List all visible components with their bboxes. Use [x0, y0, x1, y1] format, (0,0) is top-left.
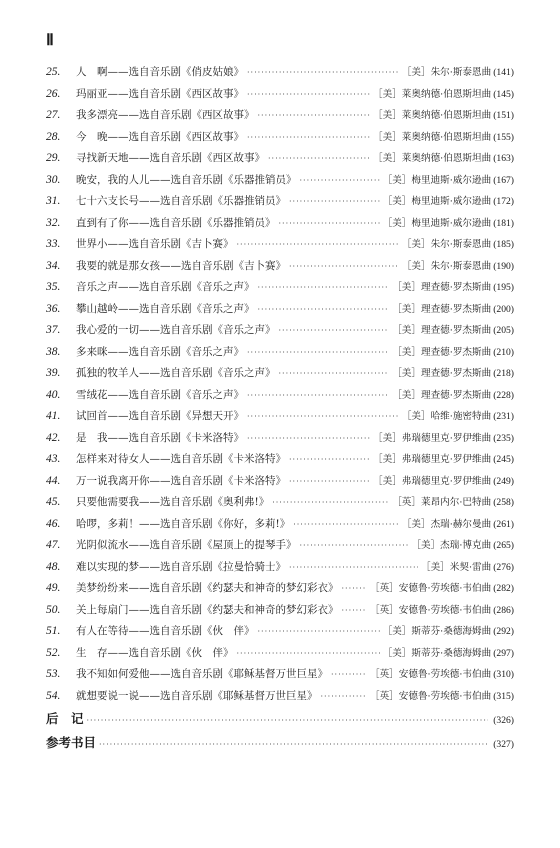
entry-page: (261) [493, 518, 514, 530]
dot-leader [87, 709, 489, 733]
dot-leader [258, 299, 390, 321]
entry-number: 49. [46, 582, 61, 594]
entry-composer: ［美］莱奥纳德·伯恩斯坦曲 [373, 110, 492, 121]
entry-number: 43. [46, 453, 61, 465]
entry-number: 45. [46, 496, 61, 508]
dot-leader [289, 191, 380, 213]
toc-section [46, 707, 514, 731]
entry-composer: ［美］莱奥纳德·伯恩斯坦曲 [373, 153, 492, 164]
entry-composer: ［美］米契·雷曲 [421, 561, 492, 573]
entry-number: 42. [46, 431, 61, 444]
entry-number: 48. [46, 560, 61, 573]
entry-number: 44. [46, 474, 61, 487]
entry-page: (200) [493, 303, 514, 315]
entry-page: (163) [493, 153, 514, 164]
entry-title: 生 存——选自音乐剧《伙 伴》 [76, 646, 234, 659]
entry-page: (155) [493, 131, 514, 143]
toc-entry [46, 406, 514, 428]
entry-title: 世界小——选自音乐剧《吉卜赛》 [76, 238, 234, 250]
entry-number: 33. [46, 238, 61, 250]
dot-leader [247, 385, 389, 407]
dot-leader [342, 578, 367, 600]
entry-composer: ［美］杰瑞·博克曲 [411, 540, 492, 551]
toc-entry [46, 664, 514, 686]
toc-sections [46, 707, 514, 755]
dot-leader [247, 127, 370, 149]
entry-number: 50. [46, 603, 61, 616]
entry-title: 多来咪——选自音乐剧《音乐之声》 [76, 345, 244, 358]
entry-composer: ［美］理查德·罗杰斯曲 [392, 368, 492, 379]
toc-entry [46, 449, 514, 471]
toc-entry [46, 471, 514, 493]
entry-number: 47. [46, 539, 61, 551]
toc-entry [46, 686, 514, 708]
toc-entry [46, 600, 514, 622]
dot-leader [258, 621, 380, 643]
entry-page: (245) [493, 454, 514, 465]
section-title: 参考书目 [46, 735, 97, 750]
entry-title: 试回首——选自音乐剧《异想天开》 [76, 410, 244, 422]
page-marker: Ⅱ [46, 32, 54, 49]
entry-number: 34. [46, 259, 61, 272]
toc-entry [46, 320, 514, 342]
entry-title: 万一说我离开你——选自音乐剧《卡米洛特》 [76, 474, 286, 487]
entry-title: 晚安，我的人儿——选自音乐剧《乐器推销员》 [76, 173, 297, 186]
entry-composer: ［美］弗瑞德里克·罗伊维曲 [373, 454, 492, 465]
entry-page: (190) [493, 260, 514, 272]
entry-title: 我要的就是那女孩——选自音乐剧《吉卜赛》 [76, 259, 286, 272]
entry-composer: ［美］理查德·罗杰斯曲 [392, 346, 492, 358]
toc-entry [46, 213, 514, 235]
entry-page: (218) [493, 368, 514, 379]
dot-leader [247, 62, 399, 84]
entry-composer: ［美］朱尔·斯泰恩曲 [401, 67, 492, 78]
entry-composer: ［美］弗瑞德里克·罗伊维曲 [373, 432, 492, 444]
dot-leader [331, 664, 367, 686]
entry-title: 直到有了你——选自音乐剧《乐器推销员》 [76, 216, 276, 229]
dot-leader [247, 428, 370, 450]
dot-leader [321, 686, 367, 708]
entry-number: 28. [46, 130, 61, 143]
entry-composer: ［美］斯蒂芬·桑德海姆曲 [382, 626, 492, 637]
entry-title: 我心爱的一切——选自音乐剧《音乐之声》 [76, 324, 276, 336]
entry-title: 美梦纷纷来——选自音乐剧《约瑟夫和神奇的梦幻彩衣》 [76, 582, 339, 594]
entry-page: (185) [493, 239, 514, 250]
toc-entry [46, 428, 514, 450]
entry-number: 31. [46, 195, 61, 207]
entry-composer: ［美］朱尔·斯泰恩曲 [401, 239, 492, 250]
entry-composer: ［英］安德鲁·劳埃德·韦伯曲 [369, 669, 492, 680]
entry-number: 36. [46, 302, 61, 315]
section-page: (327) [493, 739, 514, 750]
entry-number: 39. [46, 367, 61, 379]
toc-entry [46, 62, 514, 84]
dot-leader [289, 557, 418, 579]
dot-leader [247, 342, 389, 364]
dot-leader [258, 105, 371, 127]
entry-number: 37. [46, 324, 61, 336]
entry-number: 51. [46, 625, 61, 637]
entry-composer: ［美］梅里迪斯·威尔逊曲 [382, 174, 492, 186]
entry-composer: ［美］理查德·罗杰斯曲 [392, 282, 492, 293]
entry-title: 我多漂亮——选自音乐剧《西区故事》 [76, 109, 255, 121]
entry-title: 是 我——选自音乐剧《卡米洛特》 [76, 431, 244, 444]
toc-entries [46, 62, 514, 707]
entry-composer: ［美］理查德·罗杰斯曲 [392, 325, 492, 336]
dot-leader [300, 535, 409, 557]
toc-entry [46, 557, 514, 579]
toc-entry [46, 105, 514, 127]
toc-entry [46, 621, 514, 643]
toc-entry [46, 191, 514, 213]
toc-entry [46, 535, 514, 557]
entry-page: (195) [493, 282, 514, 293]
entry-title: 寻找新天地——选自音乐剧《西区故事》 [76, 152, 265, 164]
entry-composer: ［美］理查德·罗杰斯曲 [392, 303, 492, 315]
entry-composer: ［美］理查德·罗杰斯曲 [392, 389, 492, 401]
entry-number: 30. [46, 173, 61, 186]
entry-page: (145) [493, 88, 514, 100]
entry-page: (282) [493, 583, 514, 594]
entry-composer: ［美］杰瑞·赫尔曼曲 [401, 518, 492, 530]
entry-title: 攀山越岭——选自音乐剧《音乐之声》 [76, 302, 255, 315]
toc-entry [46, 234, 514, 256]
entry-page: (205) [493, 325, 514, 336]
dot-leader [258, 277, 390, 299]
entry-title: 我不知如何爱他——选自音乐剧《耶稣基督万世巨星》 [76, 668, 328, 680]
entry-page: (292) [493, 626, 514, 637]
entry-page: (265) [493, 540, 514, 551]
entry-page: (231) [493, 411, 514, 422]
dot-leader [289, 256, 399, 278]
dot-leader [289, 471, 370, 493]
toc-entry [46, 643, 514, 665]
entry-title: 七十六支长号——选自音乐剧《乐器推销员》 [76, 195, 286, 207]
toc-entry [46, 170, 514, 192]
entry-number: 25. [46, 66, 61, 78]
dot-leader [289, 449, 370, 471]
dot-leader [99, 733, 488, 757]
entry-number: 53. [46, 668, 61, 680]
entry-number: 27. [46, 109, 61, 121]
toc-entry [46, 492, 514, 514]
dot-leader [293, 514, 399, 536]
entry-composer: ［美］梅里迪斯·威尔逊曲 [382, 196, 492, 207]
entry-title: 玛丽亚——选自音乐剧《西区故事》 [76, 87, 244, 100]
entry-title: 难以实现的梦——选自音乐剧《拉曼恰骑士》 [76, 560, 286, 573]
toc-entry [46, 84, 514, 106]
entry-number: 29. [46, 152, 61, 164]
entry-composer: ［美］莱奥纳德·伯恩斯坦曲 [373, 88, 492, 100]
entry-page: (141) [493, 67, 514, 78]
entry-page: (210) [493, 346, 514, 358]
section-page: (326) [493, 715, 514, 726]
dot-leader [247, 84, 370, 106]
entry-number: 41. [46, 410, 61, 422]
entry-title: 只要他需要我——选自音乐剧《奥利弗!》 [76, 496, 270, 508]
dot-leader [268, 148, 370, 170]
entry-page: (276) [493, 561, 514, 573]
entry-page: (172) [493, 196, 514, 207]
entry-composer: ［美］哈维·施密特曲 [401, 411, 492, 422]
dot-leader [279, 363, 390, 385]
entry-title: 今 晚——选自音乐剧《西区故事》 [76, 130, 244, 143]
toc-entry [46, 514, 514, 536]
entry-title: 雪绒花——选自音乐剧《音乐之声》 [76, 388, 244, 401]
toc-entry [46, 148, 514, 170]
entry-number: 46. [46, 517, 61, 530]
entry-composer: ［美］莱奥纳德·伯恩斯坦曲 [373, 131, 492, 143]
entry-composer: ［英］安德鲁·劳埃德·韦伯曲 [369, 604, 492, 616]
toc-entry [46, 299, 514, 321]
entry-title: 人 啊——选自音乐剧《俏皮姑娘》 [76, 66, 244, 78]
entry-title: 光阴似流水——选自音乐剧《屋顶上的提琴手》 [76, 539, 297, 551]
entry-title: 哈啰，多莉！——选自音乐剧《你好，多莉!》 [76, 517, 291, 530]
toc-entry [46, 578, 514, 600]
entry-composer: ［美］斯蒂芬·桑德海姆曲 [382, 647, 492, 659]
entry-number: 38. [46, 345, 61, 358]
entry-page: (258) [493, 497, 514, 508]
entry-composer: ［英］安德鲁·劳埃德·韦伯曲 [369, 690, 492, 702]
entry-composer: ［英］莱昂内尔·巴特曲 [392, 497, 492, 508]
dot-leader [272, 492, 389, 514]
entry-title: 怎样来对待女人——选自音乐剧《卡米洛特》 [76, 453, 286, 465]
toc-entry [46, 363, 514, 385]
entry-title: 音乐之声——选自音乐剧《音乐之声》 [76, 281, 255, 293]
entry-title: 孤独的牧羊人——选自音乐剧《音乐之声》 [76, 367, 276, 379]
entry-page: (249) [493, 475, 514, 487]
entry-title: 就想要说一说——选自音乐剧《耶稣基督万世巨星》 [76, 689, 318, 702]
entry-page: (167) [493, 174, 514, 186]
entry-number: 54. [46, 689, 61, 702]
entry-title: 关上每扇门——选自音乐剧《约瑟夫和神奇的梦幻彩衣》 [76, 603, 339, 616]
section-title: 后 记 [46, 711, 84, 726]
entry-composer: ［美］朱尔·斯泰恩曲 [401, 260, 492, 272]
entry-page: (310) [493, 669, 514, 680]
dot-leader [247, 406, 399, 428]
entry-composer: ［美］弗瑞德里克·罗伊维曲 [373, 475, 492, 487]
entry-composer: ［美］梅里迪斯·威尔逊曲 [382, 217, 492, 229]
entry-number: 52. [46, 646, 61, 659]
entry-page: (228) [493, 389, 514, 401]
dot-leader [237, 643, 380, 665]
entry-number: 32. [46, 216, 61, 229]
dot-leader [279, 320, 390, 342]
entry-number: 40. [46, 388, 61, 401]
entry-page: (297) [493, 647, 514, 659]
entry-page: (286) [493, 604, 514, 616]
entry-page: (151) [493, 110, 514, 121]
entry-page: (315) [493, 690, 514, 702]
entry-page: (181) [493, 217, 514, 229]
entry-page: (235) [493, 432, 514, 444]
entry-composer: ［英］安德鲁·劳埃德·韦伯曲 [369, 583, 492, 594]
entry-title: 有人在等待——选自音乐剧《伙 伴》 [76, 625, 255, 637]
entry-number: 35. [46, 281, 61, 293]
entry-number: 26. [46, 87, 61, 100]
dot-leader [342, 600, 367, 622]
dot-leader [300, 170, 380, 192]
toc-section [46, 731, 514, 755]
dot-leader [279, 213, 380, 235]
dot-leader [237, 234, 399, 256]
toc-entry [46, 256, 514, 278]
toc-entry [46, 277, 514, 299]
table-of-contents [46, 62, 514, 755]
toc-entry [46, 127, 514, 149]
toc-entry [46, 385, 514, 407]
toc-entry [46, 342, 514, 364]
